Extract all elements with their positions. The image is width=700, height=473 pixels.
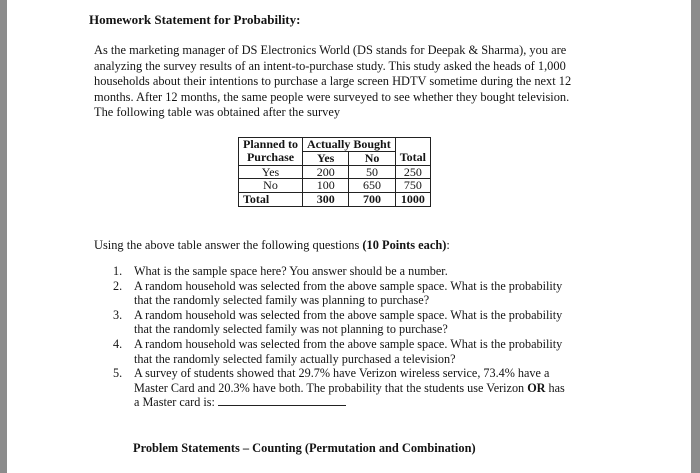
question-text: that the randomly selected family actually purchased a television? bbox=[134, 351, 456, 366]
question-text: that the randomly selected family was not planning to purchase? bbox=[134, 322, 448, 337]
cell-value: 50 bbox=[349, 165, 395, 179]
col-header-yes: Yes bbox=[303, 151, 349, 165]
paragraph-line: The following table was obtained after the survey bbox=[94, 105, 341, 120]
question-text bbox=[134, 395, 634, 410]
question-text-part: has bbox=[545, 380, 565, 395]
list-item bbox=[94, 264, 634, 279]
corner-header-line2: Purchase bbox=[239, 151, 303, 165]
row-label: Yes bbox=[239, 165, 303, 179]
table-row bbox=[239, 179, 431, 193]
question-text-part: a Master card is: bbox=[134, 395, 218, 410]
cell-value: 1000 bbox=[395, 193, 430, 207]
question-number: 4. bbox=[113, 336, 123, 351]
cell-value: 250 bbox=[395, 165, 430, 179]
page-heading: Homework Statement for Probability: bbox=[89, 12, 301, 27]
empty-header-cell bbox=[395, 138, 430, 152]
section-heading: Problem Statements – Counting (Permutation and Combination) bbox=[133, 441, 476, 455]
paragraph-line: households about their intentions to purchase a large screen HDTV sometime during the next 12 bbox=[94, 74, 572, 89]
row-label: Total bbox=[239, 193, 303, 207]
paragraph-line: analyzing the survey results of an intent-to-purchase study. This study asked the heads of 1,000 bbox=[94, 58, 566, 73]
paragraph-line: months. After 12 months, the same people were surveyed to see whether they bought television. bbox=[94, 89, 570, 104]
instructions-suffix: : bbox=[446, 238, 450, 252]
question-number: 3. bbox=[113, 307, 123, 322]
question-number: 1. bbox=[113, 264, 123, 278]
group-header: Actually Bought bbox=[303, 138, 396, 152]
instructions-line bbox=[94, 238, 450, 253]
cell-value: 650 bbox=[349, 179, 395, 193]
table-row bbox=[239, 165, 431, 179]
col-header-no: No bbox=[349, 151, 395, 165]
list-item bbox=[94, 308, 634, 337]
instructions-text: Using the above table answer the following questions bbox=[94, 238, 363, 252]
cell-value: 750 bbox=[395, 179, 430, 193]
question-text: What is the sample space here? You answer should be a number. bbox=[134, 264, 448, 278]
list-item bbox=[94, 366, 634, 410]
col-header-total: Total bbox=[395, 151, 430, 165]
cell-value: 700 bbox=[349, 193, 395, 207]
row-label: No bbox=[239, 179, 303, 193]
question-list bbox=[94, 264, 634, 410]
table-total-row bbox=[239, 193, 431, 207]
points-note: (10 Points each) bbox=[362, 238, 447, 252]
question-text: A random household was selected from the above sample space. What is the probability bbox=[134, 278, 563, 293]
intro-paragraph bbox=[94, 43, 624, 121]
cell-value: 300 bbox=[303, 193, 349, 207]
question-text: A survey of students showed that 29.7% have Verizon wireless service, 73.4% have a bbox=[134, 366, 550, 381]
question-text-part: Master Card and 20.3% have both. The probability that the students use Verizon bbox=[134, 380, 528, 395]
answer-blank bbox=[218, 395, 346, 406]
emphasis-or: OR bbox=[527, 380, 546, 395]
list-item bbox=[94, 279, 634, 308]
cell-value: 100 bbox=[303, 179, 349, 193]
question-text: A random household was selected from the above sample space. What is the probability bbox=[134, 336, 563, 351]
corner-header-line1: Planned to bbox=[239, 138, 303, 152]
question-number: 2. bbox=[113, 278, 123, 293]
contingency-table bbox=[238, 137, 431, 207]
question-text: A random household was selected from the above sample space. What is the probability bbox=[134, 307, 563, 322]
question-text: that the randomly selected family was planning to purchase? bbox=[134, 293, 430, 308]
question-number: 5. bbox=[113, 366, 123, 381]
list-item bbox=[94, 337, 634, 366]
cell-value: 200 bbox=[303, 165, 349, 179]
document-page bbox=[7, 0, 691, 473]
paragraph-line: As the marketing manager of DS Electronics World (DS stands for Deepak & Sharma), you are bbox=[94, 43, 567, 57]
question-text bbox=[134, 381, 634, 396]
